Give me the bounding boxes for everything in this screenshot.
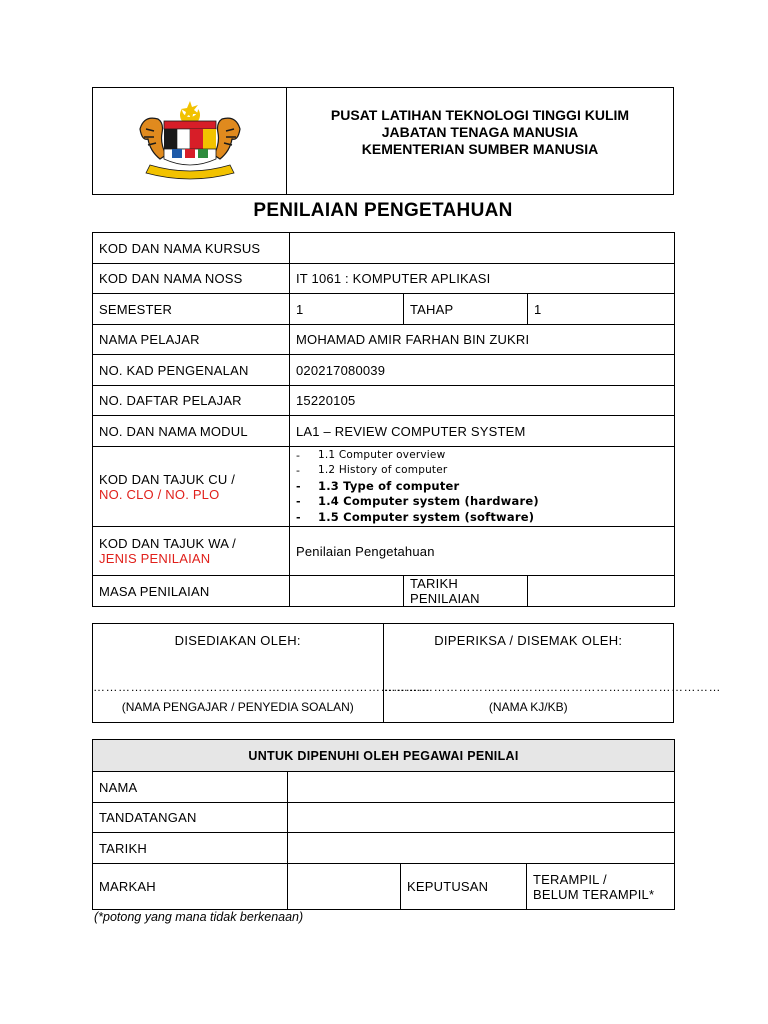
tahap-value[interactable]: 1 [528,294,675,325]
evaluator-heading: UNTUK DIPENUHI OLEH PEGAWAI PENILAI [93,740,675,772]
wa-label: KOD DAN TAJUK WA / [99,536,236,551]
semester-label: SEMESTER [93,294,290,325]
eval-tarikh-value[interactable] [288,833,675,864]
row-modul [93,416,675,447]
row-daftar-pelajar [93,386,675,416]
prepared-by-signature-line[interactable]: ……………………………………………………………………… [93,680,431,694]
cu-label: KOD DAN TAJUK CU / [99,471,236,487]
row-eval-tandatangan [93,803,675,833]
row-cu [93,447,675,527]
cu-items-cell [290,447,675,527]
daftar-pelajar-value[interactable]: 15220105 [290,386,675,416]
eval-tarikh-label: TARIKH [93,833,288,864]
document-header [92,87,674,195]
evaluator-heading-row [93,740,675,772]
noss-label: KOD DAN NAMA NOSS [93,264,290,294]
result-option-belum-terampil: BELUM TERAMPIL* [533,886,655,902]
tarikh-penilaian-value[interactable] [528,576,675,607]
kad-pengenalan-label: NO. KAD PENGENALAN [93,355,290,386]
clo-plo-label: NO. CLO / NO. PLO [99,486,220,502]
kursus-label: KOD DAN NAMA KURSUS [93,233,290,264]
cu-item: - 1.2 History of computer [318,463,668,479]
wa-value[interactable]: Penilaian Pengetahuan [290,527,675,576]
tahap-label: TAHAP [404,294,528,325]
eval-keputusan-label: KEPUTUSAN [401,864,527,910]
kursus-value[interactable] [290,233,675,264]
jenis-penilaian-label: JENIS PENILAIAN [99,551,211,566]
tarikh-penilaian-label: TARIKH PENILAIAN [404,576,528,607]
eval-tandatangan-label: TANDATANGAN [93,803,288,833]
institution-name: PUSAT LATIHAN TEKNOLOGI TINGGI KULIM [330,107,630,123]
institution-block [287,88,673,194]
row-kad-pengenalan [93,355,675,386]
jata-negara-crest-icon [132,99,248,183]
department-name: JABATAN TENAGA MANUSIA [381,124,579,140]
assessment-info-table [92,232,675,607]
row-eval-markah [93,864,675,910]
checked-by-section [383,624,721,722]
row-kursus [93,233,675,264]
checked-by-signature-line[interactable]: ……………………………………………………………………… [383,680,721,694]
noss-value[interactable]: IT 1061 : KOMPUTER APLIKASI [290,264,675,294]
evaluator-table [92,739,675,910]
row-semester [93,294,675,325]
modul-value[interactable]: LA1 – REVIEW COMPUTER SYSTEM [290,416,675,447]
masa-value[interactable] [290,576,404,607]
eval-nama-label: NAMA [93,772,288,803]
ministry-name: KEMENTERIAN SUMBER MANUSIA [361,141,599,157]
eval-keputusan-value[interactable] [527,864,675,910]
cu-label-cell [93,447,290,527]
masa-label: MASA PENILAIAN [93,576,290,607]
row-masa [93,576,675,607]
result-option-terampil: TERAMPIL / [533,871,607,887]
cu-item: - 1.4 Computer system (hardware) [318,494,668,510]
nama-pelajar-label: NAMA PELAJAR [93,325,290,355]
signoff-box [92,623,721,723]
checked-by-heading: DIPERIKSA / DISEMAK OLEH: [434,633,623,648]
eval-nama-value[interactable] [288,772,675,803]
cu-list [296,448,668,526]
daftar-pelajar-label: NO. DAFTAR PELAJAR [93,386,290,416]
cu-item: - 1.5 Computer system (software) [318,510,668,526]
eval-markah-label: MARKAH [93,864,288,910]
row-nama-pelajar [93,325,675,355]
modul-label: NO. DAN NAMA MODUL [93,416,290,447]
prepared-by-heading: DISEDIAKAN OLEH: [174,633,301,648]
eval-markah-value[interactable] [288,864,401,910]
cu-item: - 1.3 Type of computer [318,479,668,495]
eval-tandatangan-value[interactable] [288,803,675,833]
kad-pengenalan-value[interactable]: 020217080039 [290,355,675,386]
footnote: (*potong yang mana tidak berkenaan) [94,910,304,924]
cu-item: - 1.1 Computer overview [318,448,668,464]
semester-value[interactable]: 1 [290,294,404,325]
wa-label-cell [93,527,290,576]
document-title: PENILAIAN PENGETAHUAN [253,200,513,221]
row-eval-nama [93,772,675,803]
row-wa [93,527,675,576]
checked-by-caption: (NAMA KJ/KB) [488,700,568,714]
logo-cell [93,88,287,194]
prepared-by-section [93,624,431,722]
prepared-by-caption: (NAMA PENGAJAR / PENYEDIA SOALAN) [121,700,354,714]
row-noss [93,264,675,294]
nama-pelajar-value[interactable]: MOHAMAD AMIR FARHAN BIN ZUKRI [290,325,675,355]
row-eval-tarikh [93,833,675,864]
